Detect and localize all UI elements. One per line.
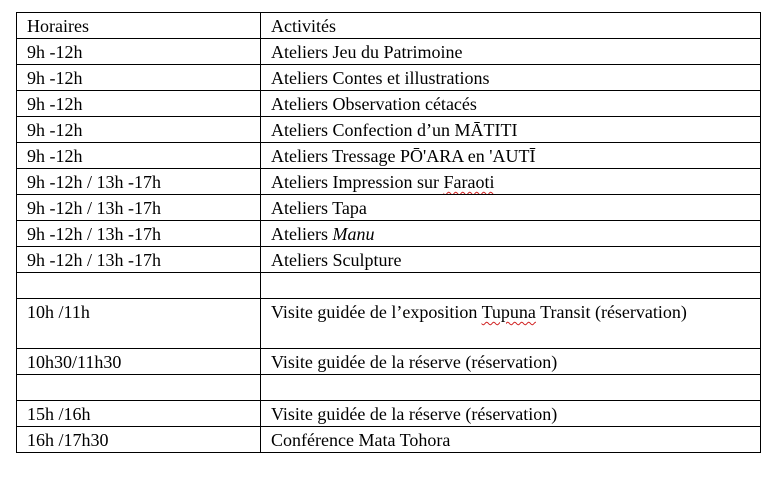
time-cell: 10h /11h bbox=[17, 299, 261, 349]
table-row bbox=[17, 299, 761, 349]
activity-cell bbox=[261, 247, 761, 273]
spellcheck-word[interactable]: Faraoti bbox=[443, 172, 495, 192]
time-cell: 10h30/11h30 bbox=[17, 349, 261, 375]
activity-cell bbox=[261, 169, 761, 195]
activity-text: Ateliers Tressage PŌ'ARA en 'AUTĪ bbox=[271, 146, 536, 166]
time-cell: 9h -12h / 13h -17h bbox=[17, 195, 261, 221]
activity-cell bbox=[261, 195, 761, 221]
schedule-table bbox=[16, 12, 761, 453]
time-cell: 9h -12h bbox=[17, 91, 261, 117]
activity-text: Conférence Mata Tohora bbox=[271, 430, 451, 450]
table-row-empty bbox=[17, 375, 761, 401]
activity-text: Ateliers Sculpture bbox=[271, 250, 402, 270]
activity-cell bbox=[261, 427, 761, 453]
activity-text: Visite guidée de l’exposition bbox=[271, 302, 482, 322]
table-row bbox=[17, 143, 761, 169]
activity-italic-text: Manu bbox=[332, 224, 375, 244]
time-cell: 15h /16h bbox=[17, 401, 261, 427]
activity-text-tail: Transit (réservation) bbox=[535, 302, 687, 322]
activity-text: Ateliers Impression sur bbox=[271, 172, 444, 192]
header-activity: Activités bbox=[261, 13, 761, 39]
activity-text: Visite guidée de la réserve (réservation) bbox=[271, 352, 558, 372]
time-cell bbox=[17, 375, 261, 401]
time-cell: 9h -12h bbox=[17, 39, 261, 65]
time-cell: 9h -12h bbox=[17, 65, 261, 91]
activity-cell bbox=[261, 349, 761, 375]
activity-cell bbox=[261, 143, 761, 169]
header-row bbox=[17, 13, 761, 39]
time-cell: 9h -12h / 13h -17h bbox=[17, 247, 261, 273]
activity-cell bbox=[261, 401, 761, 427]
table-row-empty bbox=[17, 273, 761, 299]
time-cell: 9h -12h bbox=[17, 143, 261, 169]
activity-text: Ateliers Tapa bbox=[271, 198, 367, 218]
time-cell: 9h -12h / 13h -17h bbox=[17, 169, 261, 195]
activity-cell bbox=[261, 299, 761, 349]
table-row bbox=[17, 39, 761, 65]
time-cell: 9h -12h / 13h -17h bbox=[17, 221, 261, 247]
activity-text: Ateliers Observation cétacés bbox=[271, 94, 477, 114]
table-row bbox=[17, 247, 761, 273]
activity-cell bbox=[261, 91, 761, 117]
spellcheck-word[interactable]: Tupuna bbox=[481, 302, 536, 322]
activity-cell bbox=[261, 117, 761, 143]
activity-text: Ateliers Jeu du Patrimoine bbox=[271, 42, 463, 62]
table-row bbox=[17, 221, 761, 247]
table-row bbox=[17, 195, 761, 221]
activity-cell bbox=[261, 273, 761, 299]
time-cell bbox=[17, 273, 261, 299]
activity-text: Ateliers bbox=[271, 224, 333, 244]
table-row bbox=[17, 401, 761, 427]
time-cell: 9h -12h bbox=[17, 117, 261, 143]
activity-cell bbox=[261, 65, 761, 91]
time-cell: 16h /17h30 bbox=[17, 427, 261, 453]
activity-text: Visite guidée de la réserve (réservation) bbox=[271, 404, 558, 424]
table-row bbox=[17, 117, 761, 143]
table-row bbox=[17, 427, 761, 453]
activity-cell bbox=[261, 375, 761, 401]
activity-cell bbox=[261, 221, 761, 247]
activity-text: Ateliers Confection d’un MĀTITI bbox=[271, 120, 518, 140]
table-row bbox=[17, 349, 761, 375]
table-row bbox=[17, 65, 761, 91]
table-row bbox=[17, 169, 761, 195]
header-time: Horaires bbox=[17, 13, 261, 39]
table-row bbox=[17, 91, 761, 117]
activity-text: Ateliers Contes et illustrations bbox=[271, 68, 490, 88]
activity-cell bbox=[261, 39, 761, 65]
